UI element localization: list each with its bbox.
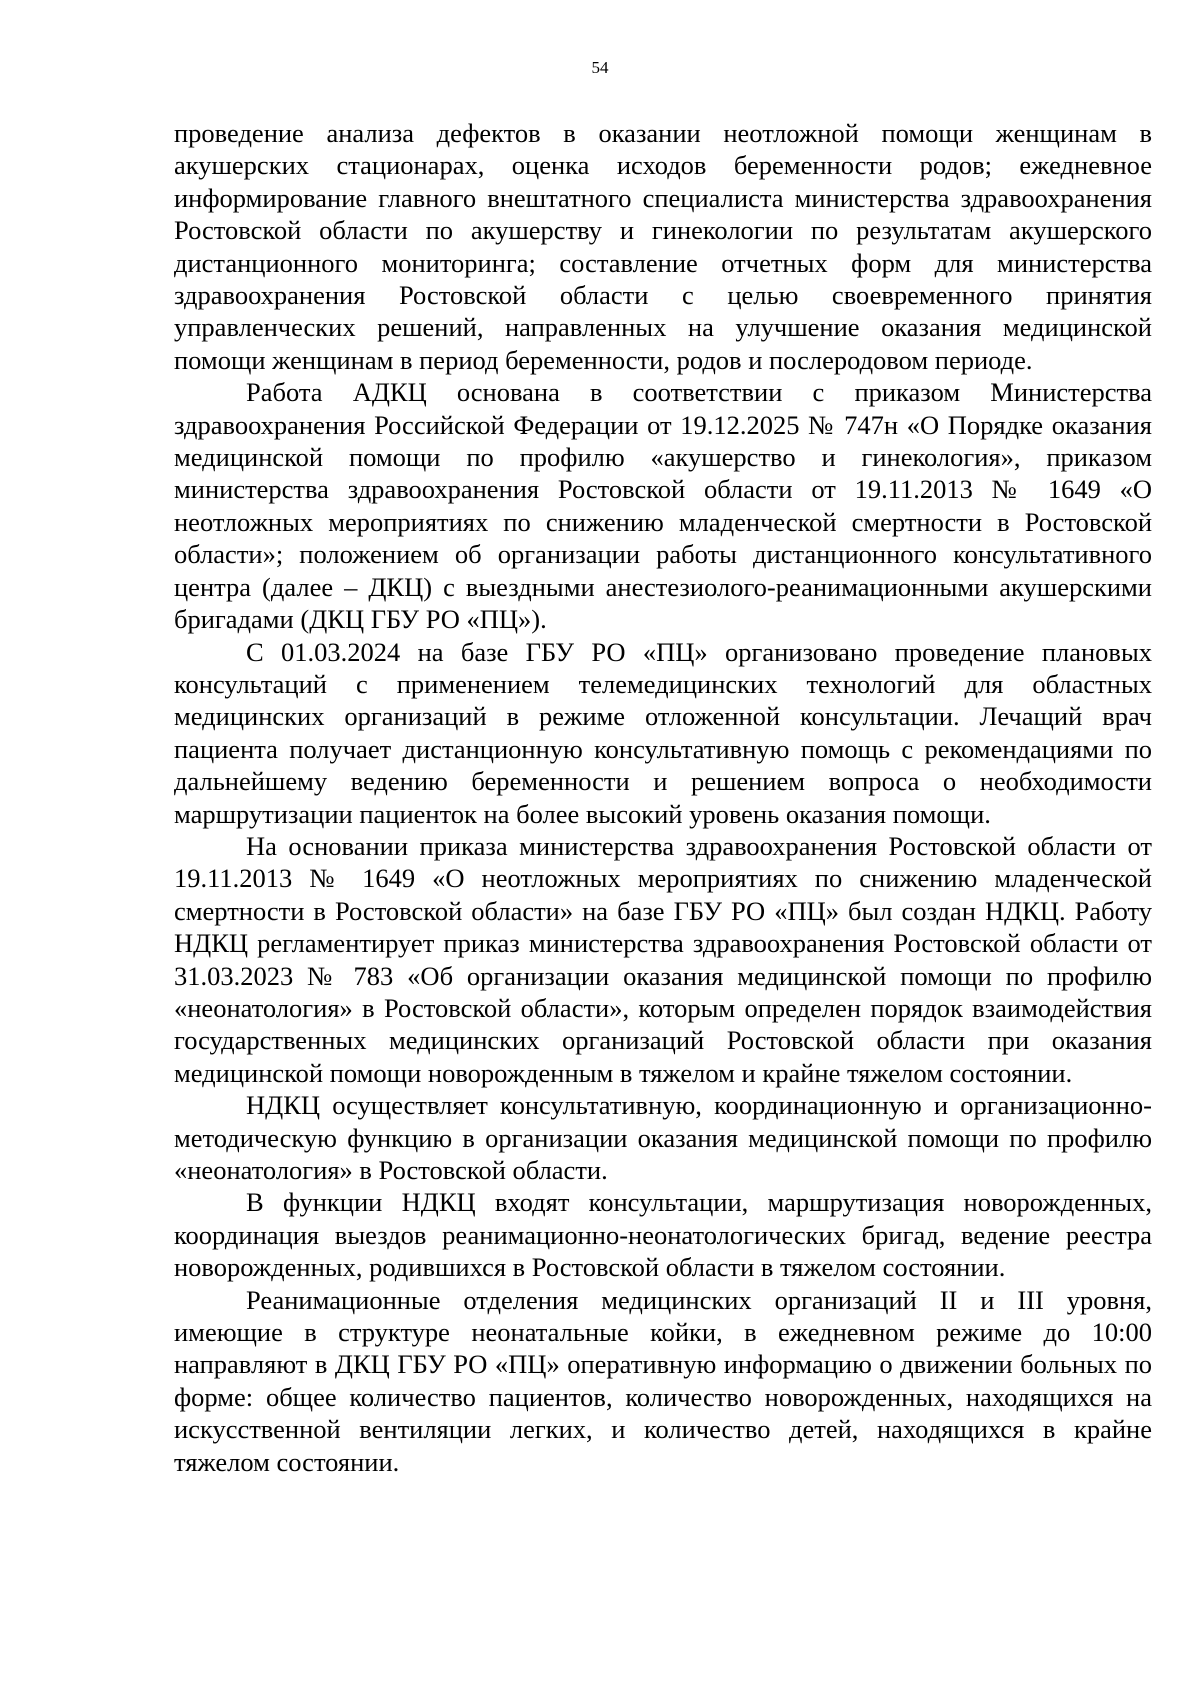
paragraph-3: С 01.03.2024 на базе ГБУ РО «ПЦ» организовано проведение плановых консультаций с применением телемедицинских технологий для областных медицинских организаций в режиме отложенной консультации. Лечащий врач пациента получает дистанционную консультативную помощь с рекомендациями по дальнейшему ведению беременности и решением вопроса о необходимости маршрутизации пациенток на более высокий уровень оказания помощи. xyxy=(174,636,1152,829)
paragraph-5: НДКЦ осуществляет консультативную, координационную и организационно-методическую функцию в организации оказания медицинской помощи по профилю «неонатология» в Ростовской области. xyxy=(174,1090,1152,1185)
paragraph-1: проведение анализа дефектов в оказании неотложной помощи женщинам в акушерских стационарах, оценка исходов беременности родов; ежедневное информирование главного внештатного специалиста министерства здравоохранения Ростовской области по акушерству и гинекологии по результатам акушерского дистанционного мониторинга; составление отчетных форм для министерства здравоохранения Ростовской области с целью своевременного принятия управленческих решений, направленных на улучшение оказания медицинской помощи женщинам в период беременности, родов и послеродовом периоде. xyxy=(174,118,1152,375)
paragraph-7: Реанимационные отделения медицинских организаций II и III уровня, имеющие в структуре неонатальные койки, в ежедневном режиме до 10:00 направляют в ДКЦ ГБУ РО «ПЦ» оперативную информацию о движении больных по форме: общее количество пациентов, количество новорожденных, находящихся на искусственной вентиляции легких, и количество детей, находящихся в крайне тяжелом состоянии. xyxy=(174,1284,1152,1477)
paragraph-6: В функции НДКЦ входят консультации, маршрутизация новорожденных, координация выездов реанимационно-неонатологических бригад, ведение реестра новорожденных, родившихся в Ростовской области в тяжелом состоянии. xyxy=(174,1187,1152,1283)
paragraph-4: На основании приказа министерства здравоохранения Ростовской области от 19.11.2013 № 1649 «О неотложных мероприятиях по снижению младенческой смертности в Ростовской области» на базе ГБУ РО «ПЦ» был создан НДКЦ. Работу НДКЦ регламентирует приказ министерства здравоохранения Ростовской области от 31.03.2023 № 783 «Об организации оказания медицинской помощи по профилю «неонатология» в Ростовской области», которым определен порядок взаимодействия государственных медицинских организаций Ростовской области при оказания медицинской помощи новорожденным в тяжелом и крайне тяжелом состоянии. xyxy=(174,830,1152,1088)
paragraph-2: Работа АДКЦ основана в соответствии с приказом Министерства здравоохранения Российской Федерации от 19.12.2025 № 747н «О Порядке оказания медицинской помощи по профилю «акушерство и гинекология», приказом министерства здравоохранения Ростовской области от 19.11.2013 № 1649 «О неотложных мероприятиях по снижению младенческой смертности в Ростовской области»; положением об организации работы дистанционного консультативного центра (далее – ДКЦ) с выездными анестезиолого-реанимационными акушерскими бригадами (ДКЦ ГБУ РО «ПЦ»). xyxy=(174,377,1152,635)
page-number: 54 xyxy=(591,58,609,77)
document-body xyxy=(174,117,1152,1478)
